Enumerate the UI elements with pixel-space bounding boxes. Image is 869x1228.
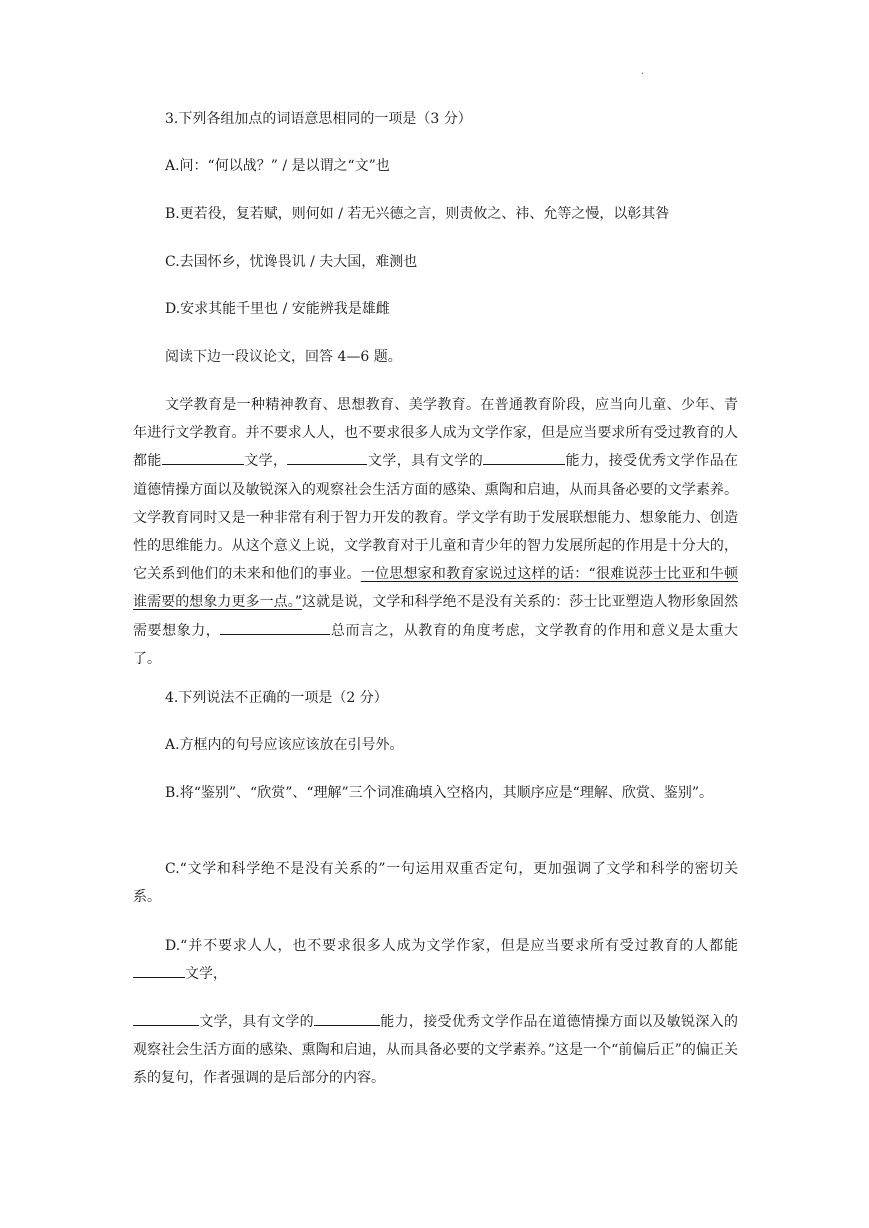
fill-blank bbox=[314, 1011, 380, 1026]
question-4-option-b: B.将“鉴别”、“欣赏”、“理解”三个词准确填入空格内，其顺序应是“理解、欣赏、鉴别”。 bbox=[165, 785, 713, 801]
fill-blank bbox=[220, 620, 330, 635]
option-d-text: 文学，具有文学的 bbox=[199, 1014, 314, 1030]
question-4-stem: 4.下列说法不正确的一项是（2 分） bbox=[165, 690, 388, 706]
fill-blank bbox=[483, 450, 565, 465]
option-d-text: D.“并不要求人人，也不要求很多人成为文学作家，但是应当要求所有受过教育的人都能 bbox=[165, 938, 738, 954]
question-4-option-c: C.“文学和科学绝不是没有关系的”一句运用双重否定句，更加强调了文学和科学的密切关系。 bbox=[133, 861, 738, 906]
question-3-option-a: A.问：“何以战？” / 是以谓之“文”也 bbox=[165, 158, 390, 174]
question-4-option-d-part2 bbox=[133, 1008, 738, 1093]
fill-blank bbox=[162, 450, 244, 465]
corner-dot: . bbox=[641, 66, 645, 77]
passage-text: 这就是说，文学和科学绝不是没有关系的：莎士比亚塑造人物形象固然需要想象力， bbox=[133, 594, 738, 639]
fill-blank bbox=[133, 963, 185, 978]
question-4-option-a: A.方框内的句号应该应该放在引号外。 bbox=[165, 737, 404, 753]
fill-blank bbox=[287, 450, 367, 465]
question-3-option-d: D.安求其能千里也 / 安能辨我是雄雌 bbox=[165, 301, 390, 317]
passage-text: 能力，接受优秀文学作品在道德情操方面以及敏锐深入的观察社会生活方面的感染、熏陶和启迪，从而具备必要的文学素养。文学教育同时又是一种非常有利于智力开发的教育。学文学有助于发展联想能力、想象能力、创造性的思维能力。从这个意义上说，文学教育对于儿童和青少年的智力发展所起的作用是十分大的，它关系到他们的未来和他们的事业。 bbox=[133, 453, 739, 583]
reading-instruction: 阅读下边一段议论文，回答 4—6 题。 bbox=[165, 349, 402, 365]
passage-text: 总而言之，从教育的角度考虑，文学教育的作用和意义是太重大了。 bbox=[133, 622, 739, 667]
fill-blank bbox=[133, 1011, 199, 1026]
option-d-text: 能力，接受优秀文学作品在道德情操方面以及敏锐深入的观察社会生活方面的感染、熏陶和启迪，从而具备必要的文学素养。”这是一个“前偏后正”的偏正关系的复句，作者强调的是后部分的内容。 bbox=[133, 1014, 739, 1087]
question-4-option-d-part1 bbox=[133, 932, 738, 988]
option-d-text: 文学， bbox=[185, 966, 227, 983]
passage-text: 文学， bbox=[243, 453, 288, 470]
question-3-stem: 3.下列各组加点的词语意思相同的一项是（3 分） bbox=[165, 111, 472, 127]
underlined-quote: 一位思想家和教育家说过这样的话：“很难说莎士比亚和牛顿谁需要的想象力更多一点。” bbox=[133, 566, 738, 611]
passage-text: 文学教育是一种精神教育、思想教育、美学教育。在普通教育阶段，应当向儿童、少年、青年进行文学教育。并不要求人人，也不要求很多人成为文学作家，但是应当要求所有受过教育的人都能 bbox=[133, 397, 738, 470]
reading-passage bbox=[133, 391, 738, 673]
question-3-option-c: C.去国怀乡，忧谗畏讥 / 夫大国，难测也 bbox=[165, 254, 418, 270]
passage-text: 文学，具有文学的 bbox=[367, 453, 484, 470]
question-3-option-b: B.更若役，复若赋，则何如 / 若无兴德之言，则责攸之、祎、允等之慢，以彰其咎 bbox=[165, 206, 670, 222]
